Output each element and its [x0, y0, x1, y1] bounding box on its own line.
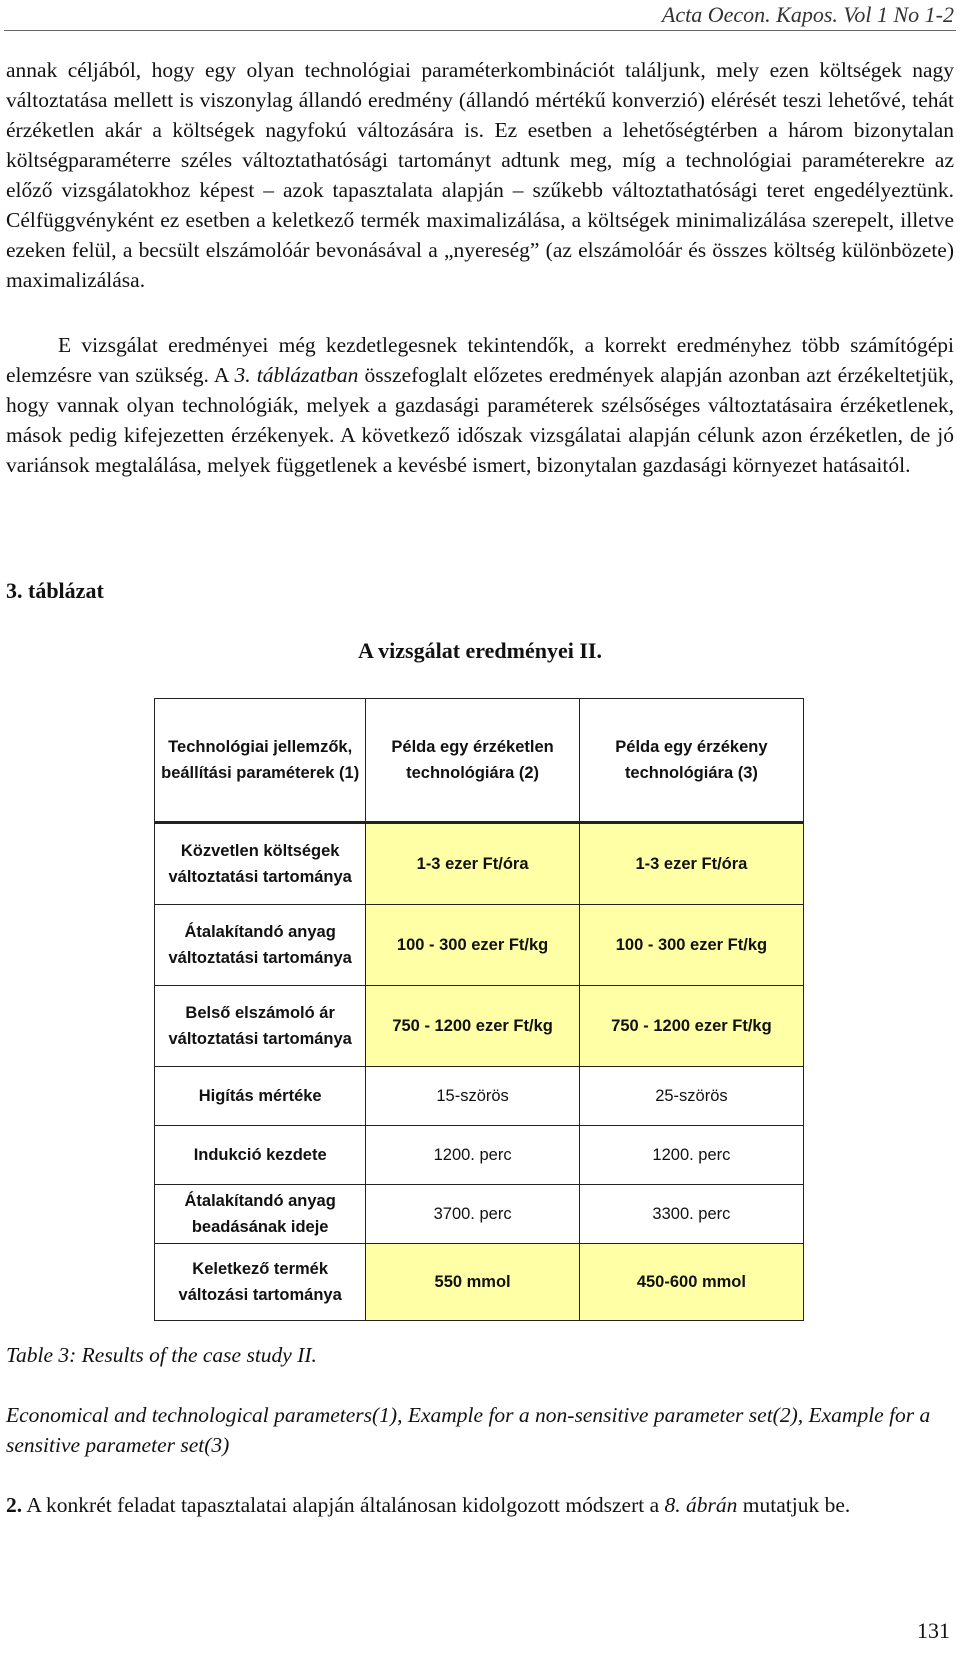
row-param: Indukció kezdete — [155, 1126, 366, 1185]
row-sensitive-value: 1-3 ezer Ft/óra — [579, 823, 803, 905]
row-param: Keletkező termék változási tartománya — [155, 1244, 366, 1321]
running-header: Acta Oecon. Kapos. Vol 1 No 1-2 — [661, 2, 954, 27]
table-title: A vizsgálat eredményei II. — [357, 638, 602, 663]
table-row — [155, 905, 804, 986]
row-insensitive-value: 750 - 1200 ezer Ft/kg — [366, 986, 579, 1067]
row-insensitive-value: 550 mmol — [366, 1244, 579, 1321]
row-insensitive-value: 100 - 300 ezer Ft/kg — [366, 905, 579, 986]
table-reference: 3. táblázatban — [234, 363, 359, 387]
row-param: Átalakítandó anyag beadásának ideje — [155, 1185, 366, 1244]
row-insensitive-value: 15-szörös — [366, 1067, 579, 1126]
row-param: Közvetlen költségek változtatási tartománya — [155, 823, 366, 905]
paragraph-final — [6, 1490, 954, 1520]
page-number: 131 — [917, 1618, 950, 1643]
table-row — [155, 986, 804, 1067]
figure-reference: 8. ábrán — [664, 1493, 738, 1517]
english-table-title: Table 3: Results of the case study II. — [6, 1343, 317, 1367]
row-param: Higítás mértéke — [155, 1067, 366, 1126]
header-rule — [4, 30, 956, 31]
row-param: Belső elszámoló ár változtatási tartománya — [155, 986, 366, 1067]
paragraph-2 — [6, 330, 954, 480]
paragraph-2-text-a: E vizsgálat eredményei még kezdetlegesnek tekintendők, a korrekt eredményhez több számítógépi elemzésre van szükség. A — [6, 333, 954, 387]
table-label: 3. táblázat — [6, 578, 104, 603]
row-sensitive-value: 1200. perc — [579, 1126, 803, 1185]
header-sensitive: Példa egy érzékeny technológiára (3) — [579, 699, 803, 823]
paragraph-1: annak céljából, hogy egy olyan technológiai paraméterkombinációt találjunk, mely ezen költségek nagy változtatása mellett is viszonylag állandó eredmény (állandó mértékű konverzió) elérését teszi lehetővé, tehát érzéketlen akár a költségek nagyfokú változására is. Ez esetben a lehetőségtérben a három bizonytalan költségparaméterre széles változtathatósági tartományt adtunk meg, míg a technológiai paraméterekre az előző vizsgálatokhoz képest – azok tapasztalata alapján – szűkebb változtathatósági teret engedélyeztünk. Célfüggvényként ez esetben a keletkező termék maximalizálása, a költségek minimalizálása szerepelt, illetve ezeken felül, a becsült elszámolóár bevonásával a „nyereség” (az elszámolóár és összes költség különbözete) maximalizálása. — [6, 58, 954, 292]
table-row — [155, 1067, 804, 1126]
row-insensitive-value: 1200. perc — [366, 1126, 579, 1185]
paragraph-2-text-b: összefoglalt előzetes eredmények alapján azonban azt érzékeltetjük, hogy vannak olyan technológiák, melyek a gazdasági paraméterek szélsőséges változtatásaira érzéketlenek, mások pedig kifejezetten érzékenyek. A következő időszak vizsgálatai alapján célunk azon érzéketlen, de jó variánsok megtalálása, melyek függetlenek a kevésbé ismert, bizonytalan gazdasági környezet hatásaitól. — [6, 363, 955, 477]
header-parameters: Technológiai jellemzők, beállítási paraméterek (1) — [155, 699, 366, 823]
row-sensitive-value: 750 - 1200 ezer Ft/kg — [579, 986, 803, 1067]
row-insensitive-value: 3700. perc — [366, 1185, 579, 1244]
table-header-row — [155, 699, 804, 823]
row-sensitive-value: 450-600 mmol — [579, 1244, 803, 1321]
paragraph-final-text-a: A konkrét feladat tapasztalatai alapján általánosan kidolgozott módszert a — [22, 1493, 665, 1517]
row-sensitive-value: 25-szörös — [579, 1067, 803, 1126]
results-table — [154, 698, 804, 1321]
paragraph-final-text-b: mutatjuk be. — [737, 1493, 851, 1517]
table-row — [155, 1185, 804, 1244]
table-row — [155, 823, 804, 905]
row-param: Átalakítandó anyag változtatási tartománya — [155, 905, 366, 986]
row-sensitive-value: 3300. perc — [579, 1185, 803, 1244]
english-table-legend: Economical and technological parameters(1), Example for a non-sensitive parameter set(2), Example for a sensitive parameter set(3) — [6, 1403, 931, 1457]
row-insensitive-value: 1-3 ezer Ft/óra — [366, 823, 579, 905]
table-row — [155, 1126, 804, 1185]
paragraph-number: 2. — [6, 1493, 23, 1517]
header-insensitive: Példa egy érzéketlen technológiára (2) — [366, 699, 579, 823]
row-sensitive-value: 100 - 300 ezer Ft/kg — [579, 905, 803, 986]
table-row — [155, 1244, 804, 1321]
